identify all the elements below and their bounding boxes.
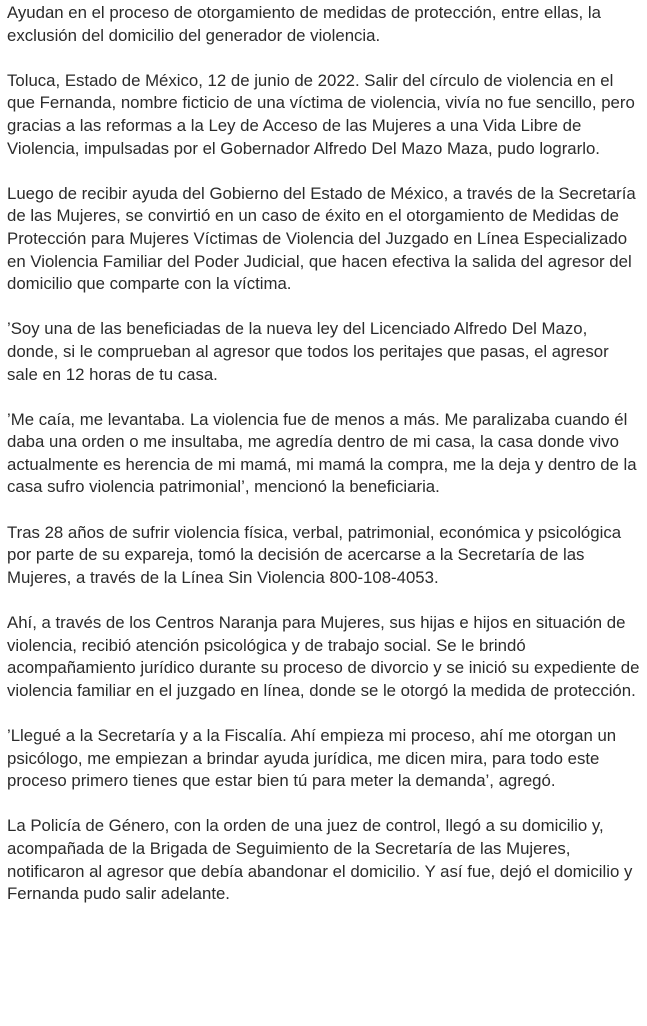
article-paragraph: Toluca, Estado de México, 12 de junio de 2022. Salir del círculo de violencia en el que Fernanda, nombre ficticio de una víctima de violencia, vivía no fue sencillo, pero gracias a las reformas a la Ley de Acceso de las Mujeres a una Vida Libre de Violencia, impulsadas por el Gobernador Alfredo Del Mazo Maza, pudo lograrlo.: [7, 70, 635, 158]
article-paragraph-quote: ’Soy una de las beneficiadas de la nueva ley del Licenciado Alfredo Del Mazo, donde, si le comprueban al agresor que todos los peritajes que pasas, el agresor sale en 12 horas de tu casa.: [7, 319, 609, 384]
article-paragraph-quote: ’Me caía, me levantaba. La violencia fue de menos a más. Me paralizaba cuando él daba una orden o me insultaba, me agredía dentro de mi casa, la casa donde vivo actualmente es herencia de mi mamá, mi mamá la compra, me la deja y dentro de la casa sufro violencia patrimonial’, mencionó la beneficiaria.: [7, 409, 637, 497]
article-paragraph: Luego de recibir ayuda del Gobierno del Estado de México, a través de la Secretaría de las Mujeres, se convirtió en un caso de éxito en el otorgamiento de Medidas de Protección para Mujeres Víctimas de Violencia del Juzgado en Línea Especializado en Violencia Familiar del Poder Judicial, que hacen efectiva la salida del agresor del domicilio que comparte con la víctima.: [7, 183, 636, 294]
article-paragraph: Tras 28 años de sufrir violencia física, verbal, patrimonial, económica y psicológica por parte de su expareja, tomó la decisión de acercarse a la Secretaría de las Mujeres, a través de la Línea Sin Violencia 800-108-4053.: [7, 522, 622, 587]
article-paragraph-intro: Ayudan en el proceso de otorgamiento de medidas de protección, entre ellas, la exclusión del domicilio del generador de violencia.: [7, 3, 601, 45]
article-paragraph: La Policía de Género, con la orden de una juez de control, llegó a su domicilio y, acompañada de la Brigada de Seguimiento de la Secretaría de las Mujeres, notificaron al agresor que debía abandonar el domicilio. Y así fue, dejó el domicilio y Fernanda pudo salir adelante.: [7, 816, 633, 904]
article-paragraph-quote: ’Llegué a la Secretaría y a la Fiscalía. Ahí empieza mi proceso, ahí me otorgan un psicólogo, me empiezan a brindar ayuda jurídica, me dicen mira, para todo este proceso primero tienes que estar bien tú para meter la demanda’, agregó.: [7, 726, 617, 791]
article-paragraph: Ahí, a través de los Centros Naranja para Mujeres, sus hijas e hijos en situación de violencia, recibió atención psicológica y de trabajo social. Se le brindó acompañamiento jurídico durante su proceso de divorcio y se inició su expediente de violencia familiar en el juzgado en línea, donde se le otorgó la medida de protección.: [7, 613, 640, 700]
article-body: [0, 2, 647, 906]
